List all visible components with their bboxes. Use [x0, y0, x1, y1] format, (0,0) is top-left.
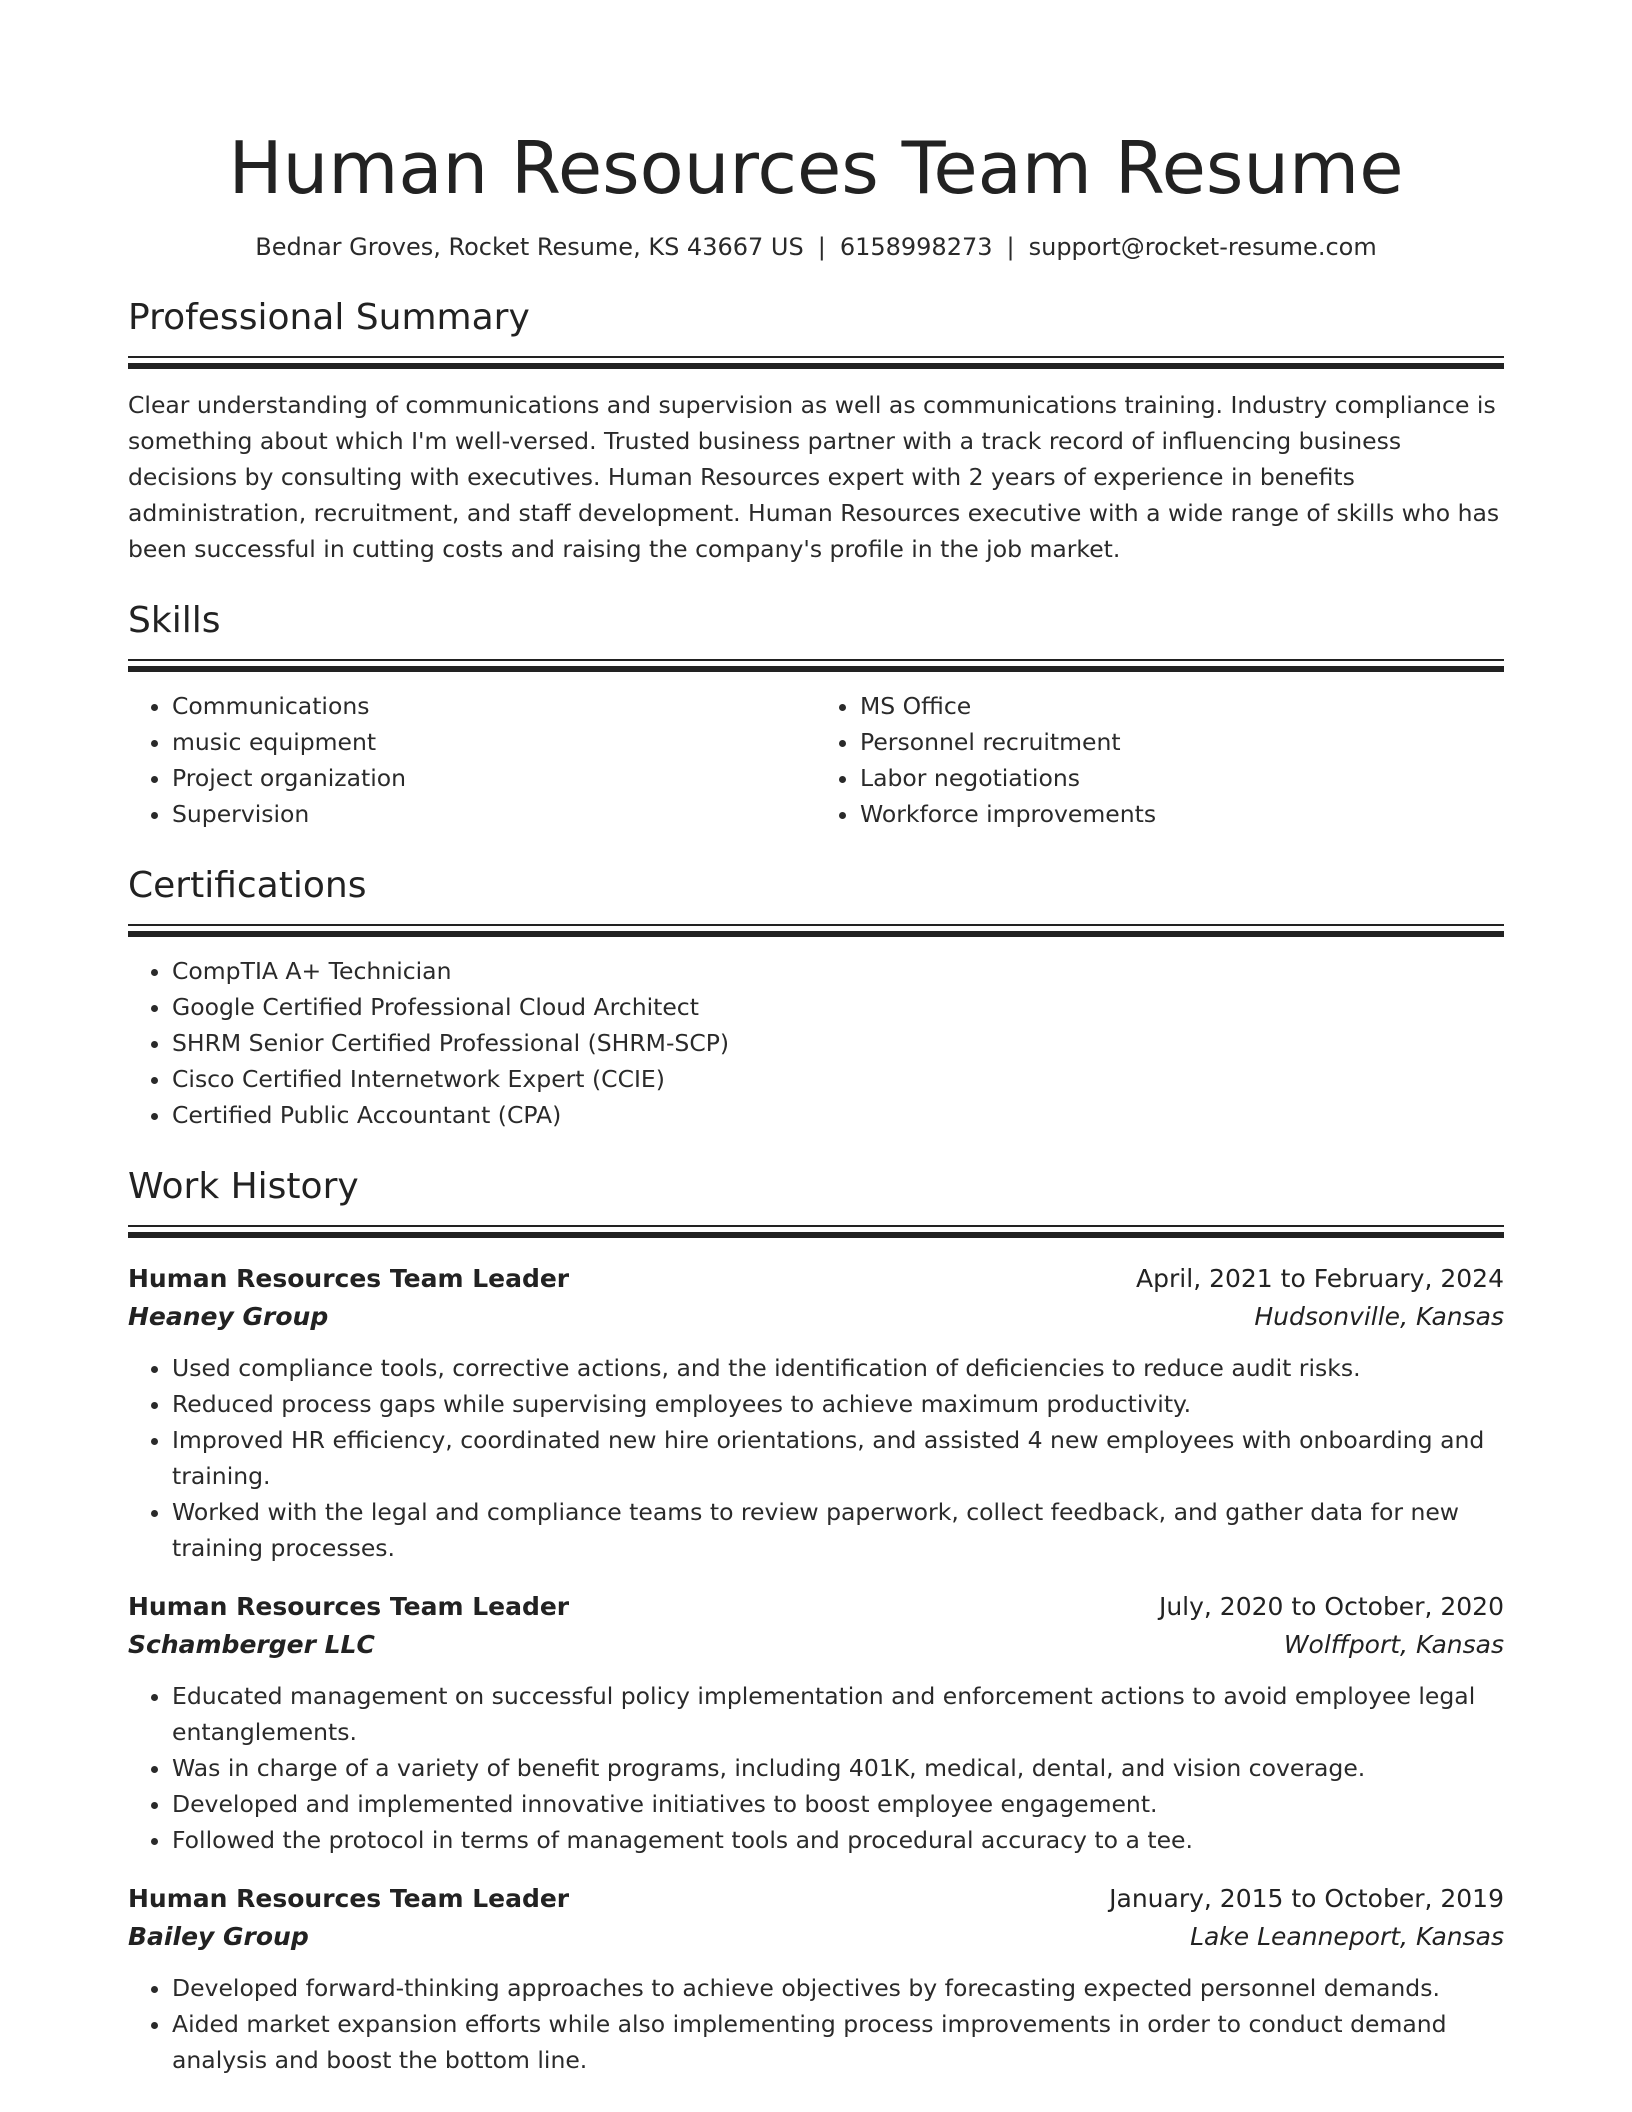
contact-address: Bednar Groves, Rocket Resume, KS 43667 US	[255, 233, 804, 261]
job-dates: April, 2021 to February, 2024	[1136, 1264, 1504, 1293]
skills-grid	[128, 688, 1504, 832]
section-heading-skills: Skills	[128, 600, 221, 641]
job-company: Heaney Group	[128, 1302, 329, 1331]
contact-separator: |	[1006, 233, 1015, 261]
section-divider	[128, 924, 1504, 937]
job-dates: January, 2015 to October, 2019	[1109, 1884, 1504, 1913]
skill-item: • Communications	[172, 688, 816, 724]
job-company-row	[128, 1298, 1504, 1336]
skills-section	[128, 597, 1504, 832]
contact-phone: 6158998273	[839, 233, 993, 261]
certifications-list	[128, 953, 1504, 1133]
skills-column-left	[128, 688, 816, 832]
certification-item: • SHRM Senior Certified Professional (SHRM-SCP)	[172, 1025, 1504, 1061]
job-bullets	[128, 1678, 1504, 1858]
job-company: Bailey Group	[128, 1922, 309, 1951]
job-bullet: • Worked with the legal and compliance teams to review paperwork, collect feedback, and gather data for new training processes.	[172, 1494, 1504, 1566]
resume-title: Human Resources Team Resume	[228, 126, 1404, 210]
certification-item: • Certified Public Accountant (CPA)	[172, 1097, 1504, 1133]
contact-email: support@rocket-resume.com	[1028, 233, 1377, 261]
job-company-row	[128, 1626, 1504, 1664]
job-bullet: • Developed forward-thinking approaches to achieve objectives by forecasting expected personnel demands.	[172, 1970, 1504, 2006]
job-entry	[128, 1260, 1504, 1566]
skills-column-right	[816, 688, 1504, 832]
job-company-row	[128, 1918, 1504, 1956]
section-heading-certifications: Certifications	[128, 865, 367, 906]
job-bullet: • Used compliance tools, corrective actions, and the identification of deficiencies to reduce audit risks.	[172, 1350, 1504, 1386]
job-bullets	[128, 1970, 1504, 2078]
job-location: Lake Leanneport, Kansas	[1190, 1922, 1504, 1951]
job-entry	[128, 1588, 1504, 1858]
section-heading-work-history: Work History	[128, 1166, 359, 1207]
skill-item: • Labor negotiations	[860, 760, 1504, 796]
skill-item: • Personnel recruitment	[860, 724, 1504, 760]
job-bullet: • Reduced process gaps while supervising employees to achieve maximum productivity.	[172, 1386, 1504, 1422]
job-location: Hudsonville, Kansas	[1254, 1302, 1504, 1331]
skills-list-left	[128, 688, 816, 832]
job-dates: July, 2020 to October, 2020	[1158, 1592, 1504, 1621]
job-bullet: • Was in charge of a variety of benefit programs, including 401K, medical, dental, and vision coverage.	[172, 1750, 1504, 1786]
job-bullet: • Aided market expansion efforts while also implementing process improvements in order to conduct demand analysis and boost the bottom line.	[172, 2006, 1504, 2078]
skill-item: • music equipment	[172, 724, 816, 760]
job-title: Human Resources Team Leader	[128, 1592, 570, 1621]
certification-item: • CompTIA A+ Technician	[172, 953, 1504, 989]
skill-item: • Supervision	[172, 796, 816, 832]
section-divider	[128, 356, 1504, 369]
work-history-section	[128, 1163, 1504, 2078]
job-bullet: • Developed and implemented innovative initiatives to boost employee engagement.	[172, 1786, 1504, 1822]
section-divider-thick	[128, 666, 1504, 672]
job-header-row	[128, 1880, 1504, 1918]
job-company: Schamberger LLC	[128, 1630, 375, 1659]
skill-item: • Workforce improvements	[860, 796, 1504, 832]
section-divider	[128, 659, 1504, 672]
skill-item: • Project organization	[172, 760, 816, 796]
certifications-section	[128, 862, 1504, 1133]
section-divider-thick	[128, 363, 1504, 369]
certification-item: • Google Certified Professional Cloud Architect	[172, 989, 1504, 1025]
section-divider	[128, 1225, 1504, 1238]
skill-item: • MS Office	[860, 688, 1504, 724]
summary-text: Clear understanding of communications and supervision as well as communications training. Industry compliance is something about which I'm well-versed. Trusted business partner with a track record of influencing business decisions by consulting with executives. Human Resources expert with 2 years of experience in benefits administration, recruitment, and staff development. Human Resources executive with a wide range of skills who has been successful in cutting costs and raising the company's profile in the job market.	[128, 391, 1500, 563]
job-bullet: • Followed the protocol in terms of management tools and procedural accuracy to a tee.	[172, 1822, 1504, 1858]
job-bullet: • Educated management on successful policy implementation and enforcement actions to avoid employee legal entanglements.	[172, 1678, 1504, 1750]
contact-line	[128, 230, 1504, 264]
job-header-row	[128, 1588, 1504, 1626]
job-bullets	[128, 1350, 1504, 1566]
section-heading-summary: Professional Summary	[128, 297, 530, 338]
job-header-row	[128, 1260, 1504, 1298]
certification-item: • Cisco Certified Internetwork Expert (CCIE)	[172, 1061, 1504, 1097]
job-title: Human Resources Team Leader	[128, 1264, 570, 1293]
section-divider-thick	[128, 931, 1504, 937]
summary-section	[128, 294, 1504, 567]
section-divider-thick	[128, 1232, 1504, 1238]
skills-list-right	[816, 688, 1504, 832]
job-title: Human Resources Team Leader	[128, 1884, 570, 1913]
job-location: Wolffport, Kansas	[1283, 1630, 1504, 1659]
contact-separator: |	[817, 233, 826, 261]
job-bullet: • Improved HR efficiency, coordinated new hire orientations, and assisted 4 new employees with onboarding and training.	[172, 1422, 1504, 1494]
job-entry	[128, 1880, 1504, 2078]
